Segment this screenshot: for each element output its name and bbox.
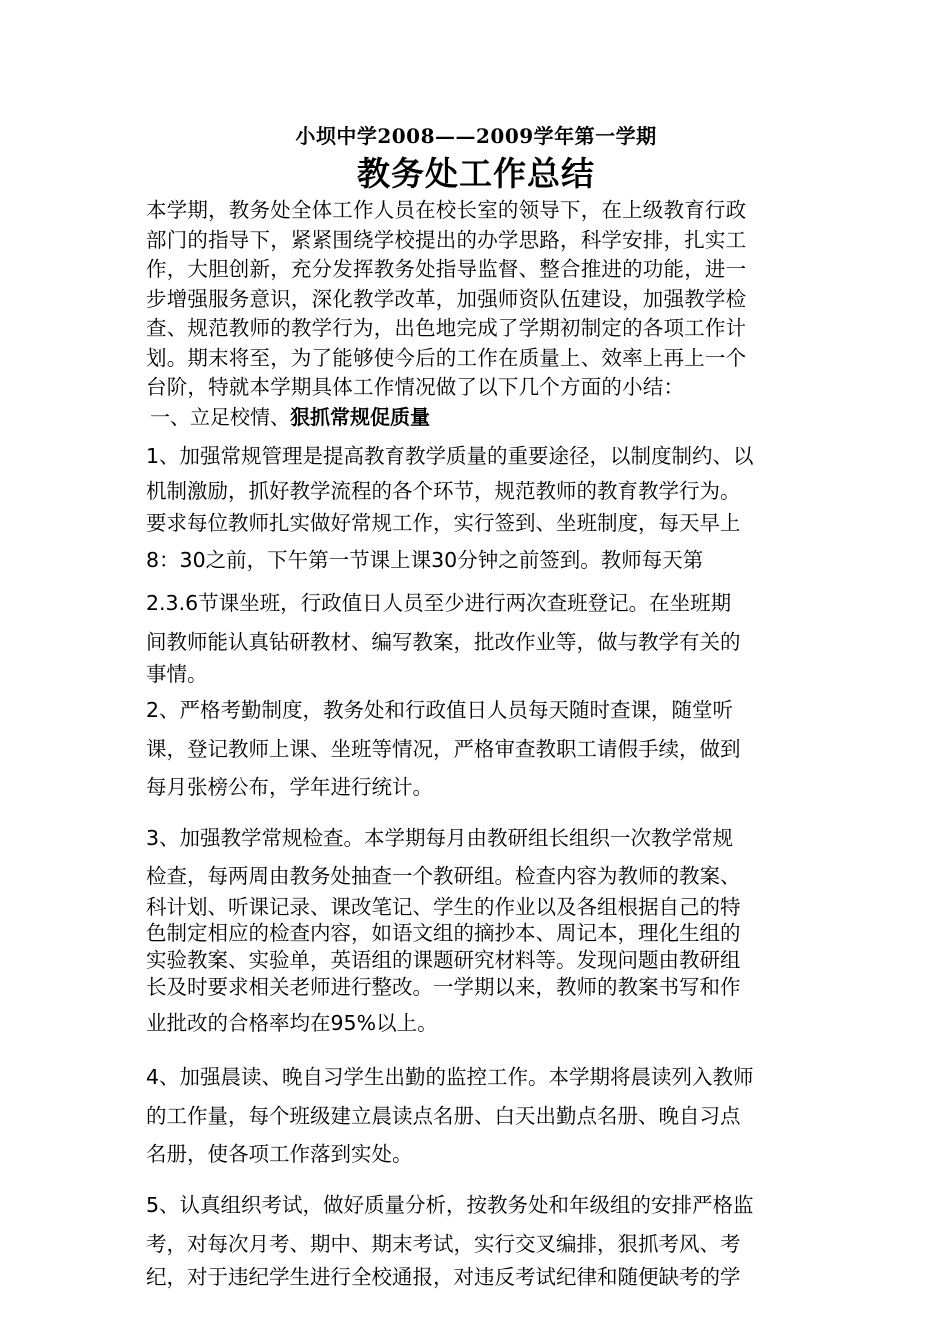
item-3-line: 业批改的合格率均在95%以上。 <box>146 1010 438 1035</box>
item-4-line: 4、加强晨读、晚自习学生出勤的监控工作。本学期将晨读列入教师 <box>146 1064 754 1089</box>
intro-line: 步增强服务意识，深化教学改革，加强师资队伍建设，加强教学检 <box>146 286 747 311</box>
item-5-line: 考，对每次月考、期中、期末考试，实行交叉编排，狠抓考风、考 <box>146 1231 741 1256</box>
item-3-line: 实验教案、实验单，英语组的课题研究材料等。发现问题由教研组 <box>146 947 741 972</box>
item-1-line: 8：30之前，下午第一节课上课30分钟之前签到。教师每天第 <box>146 547 704 572</box>
item-5-line: 纪，对于违纪学生进行全校通报，对违反考试纪律和随便缺考的学 <box>146 1264 741 1289</box>
intro-line: 查、规范教师的教学行为，出色地完成了学期初制定的各项工作计 <box>146 316 747 340</box>
intro-line: 划。期末将至，为了能够使今后的工作在质量上、效率上再上一个 <box>146 345 747 370</box>
item-3-line: 检查，每两周由教务处抽查一个教研组。检查内容为教师的教案、 <box>146 863 741 888</box>
intro-line: 台阶，特就本学期具体工作情况做了以下几个方面的小结： <box>146 375 685 399</box>
item-3-line: 长及时要求相关老师进行整改。一学期以来，教师的教案书写和作 <box>146 974 741 999</box>
item-1-line: 1、加强常规管理是提高教育教学质量的重要途径，以制度制约、以 <box>146 443 754 468</box>
item-4 <box>146 1057 806 1173</box>
intro-line: 作，大胆创新，充分发挥教务处指导监督、整合推进的功能，进一 <box>146 257 747 281</box>
intro-line: 部门的指导下，紧紧围绕学校提出的办学思路，科学安排，扎实工 <box>146 227 747 252</box>
item-2-line: 课，登记教师上课、坐班等情况，严格审查教职工请假手续，做到 <box>146 736 741 761</box>
item-3-line: 3、加强教学常规检查。本学期每月由教研组长组织一次教学常规 <box>146 825 734 850</box>
item-2-line: 每月张榜公布，学年进行统计。 <box>146 774 433 799</box>
item-2-line: 2、严格考勤制度，教务处和行政值日人员每天随时查课，随堂听 <box>146 697 734 722</box>
section-heading-1 <box>146 403 806 431</box>
item-2 <box>146 690 806 806</box>
item-1-line: 事情。 <box>146 661 208 686</box>
item-3-line: 科计划、听课记录、课改笔记、学生的作业以及各组根据自己的特 <box>146 894 741 919</box>
item-1-line: 要求每位教师扎实做好常规工作，实行签到、坐班制度，每天早上 <box>146 510 741 535</box>
item-5-line: 5、认真组织考试，做好质量分析，按教务处和年级组的安排严格监 <box>146 1192 754 1217</box>
item-5 <box>146 1185 806 1291</box>
section-heading-prefix: 一、立足校情、 <box>150 404 290 429</box>
section-heading-bold: 狠抓常规促质量 <box>290 404 430 429</box>
document-title: 教务处工作总结 <box>357 154 595 193</box>
intro-line: 本学期，教务处全体工作人员在校长室的领导下，在上级教育行政 <box>146 198 747 222</box>
item-1 <box>146 439 806 688</box>
item-3 <box>146 818 806 1045</box>
item-1-line: 间教师能认真钻研教材、编写教案，批改作业等，做与教学有关的 <box>146 629 741 654</box>
document-page <box>146 120 806 1291</box>
intro-paragraph <box>146 196 806 403</box>
item-3-line: 色制定相应的检查内容，如语文组的摘抄本、周记本，理化生组的 <box>146 920 741 945</box>
item-1-line: 2.3.6节课坐班，行政值日人员至少进行两次查班登记。在坐班期 <box>146 590 732 615</box>
document-subtitle: 小坝中学2008——2009学年第一学期 <box>295 124 657 148</box>
item-4-line: 名册，使各项工作落到实处。 <box>146 1141 413 1166</box>
item-1-line: 机制激励，抓好教学流程的各个环节，规范教师的教育教学行为。 <box>146 478 741 503</box>
item-4-line: 的工作量，每个班级建立晨读点名册、白天出勤点名册、晚自习点 <box>146 1103 741 1128</box>
